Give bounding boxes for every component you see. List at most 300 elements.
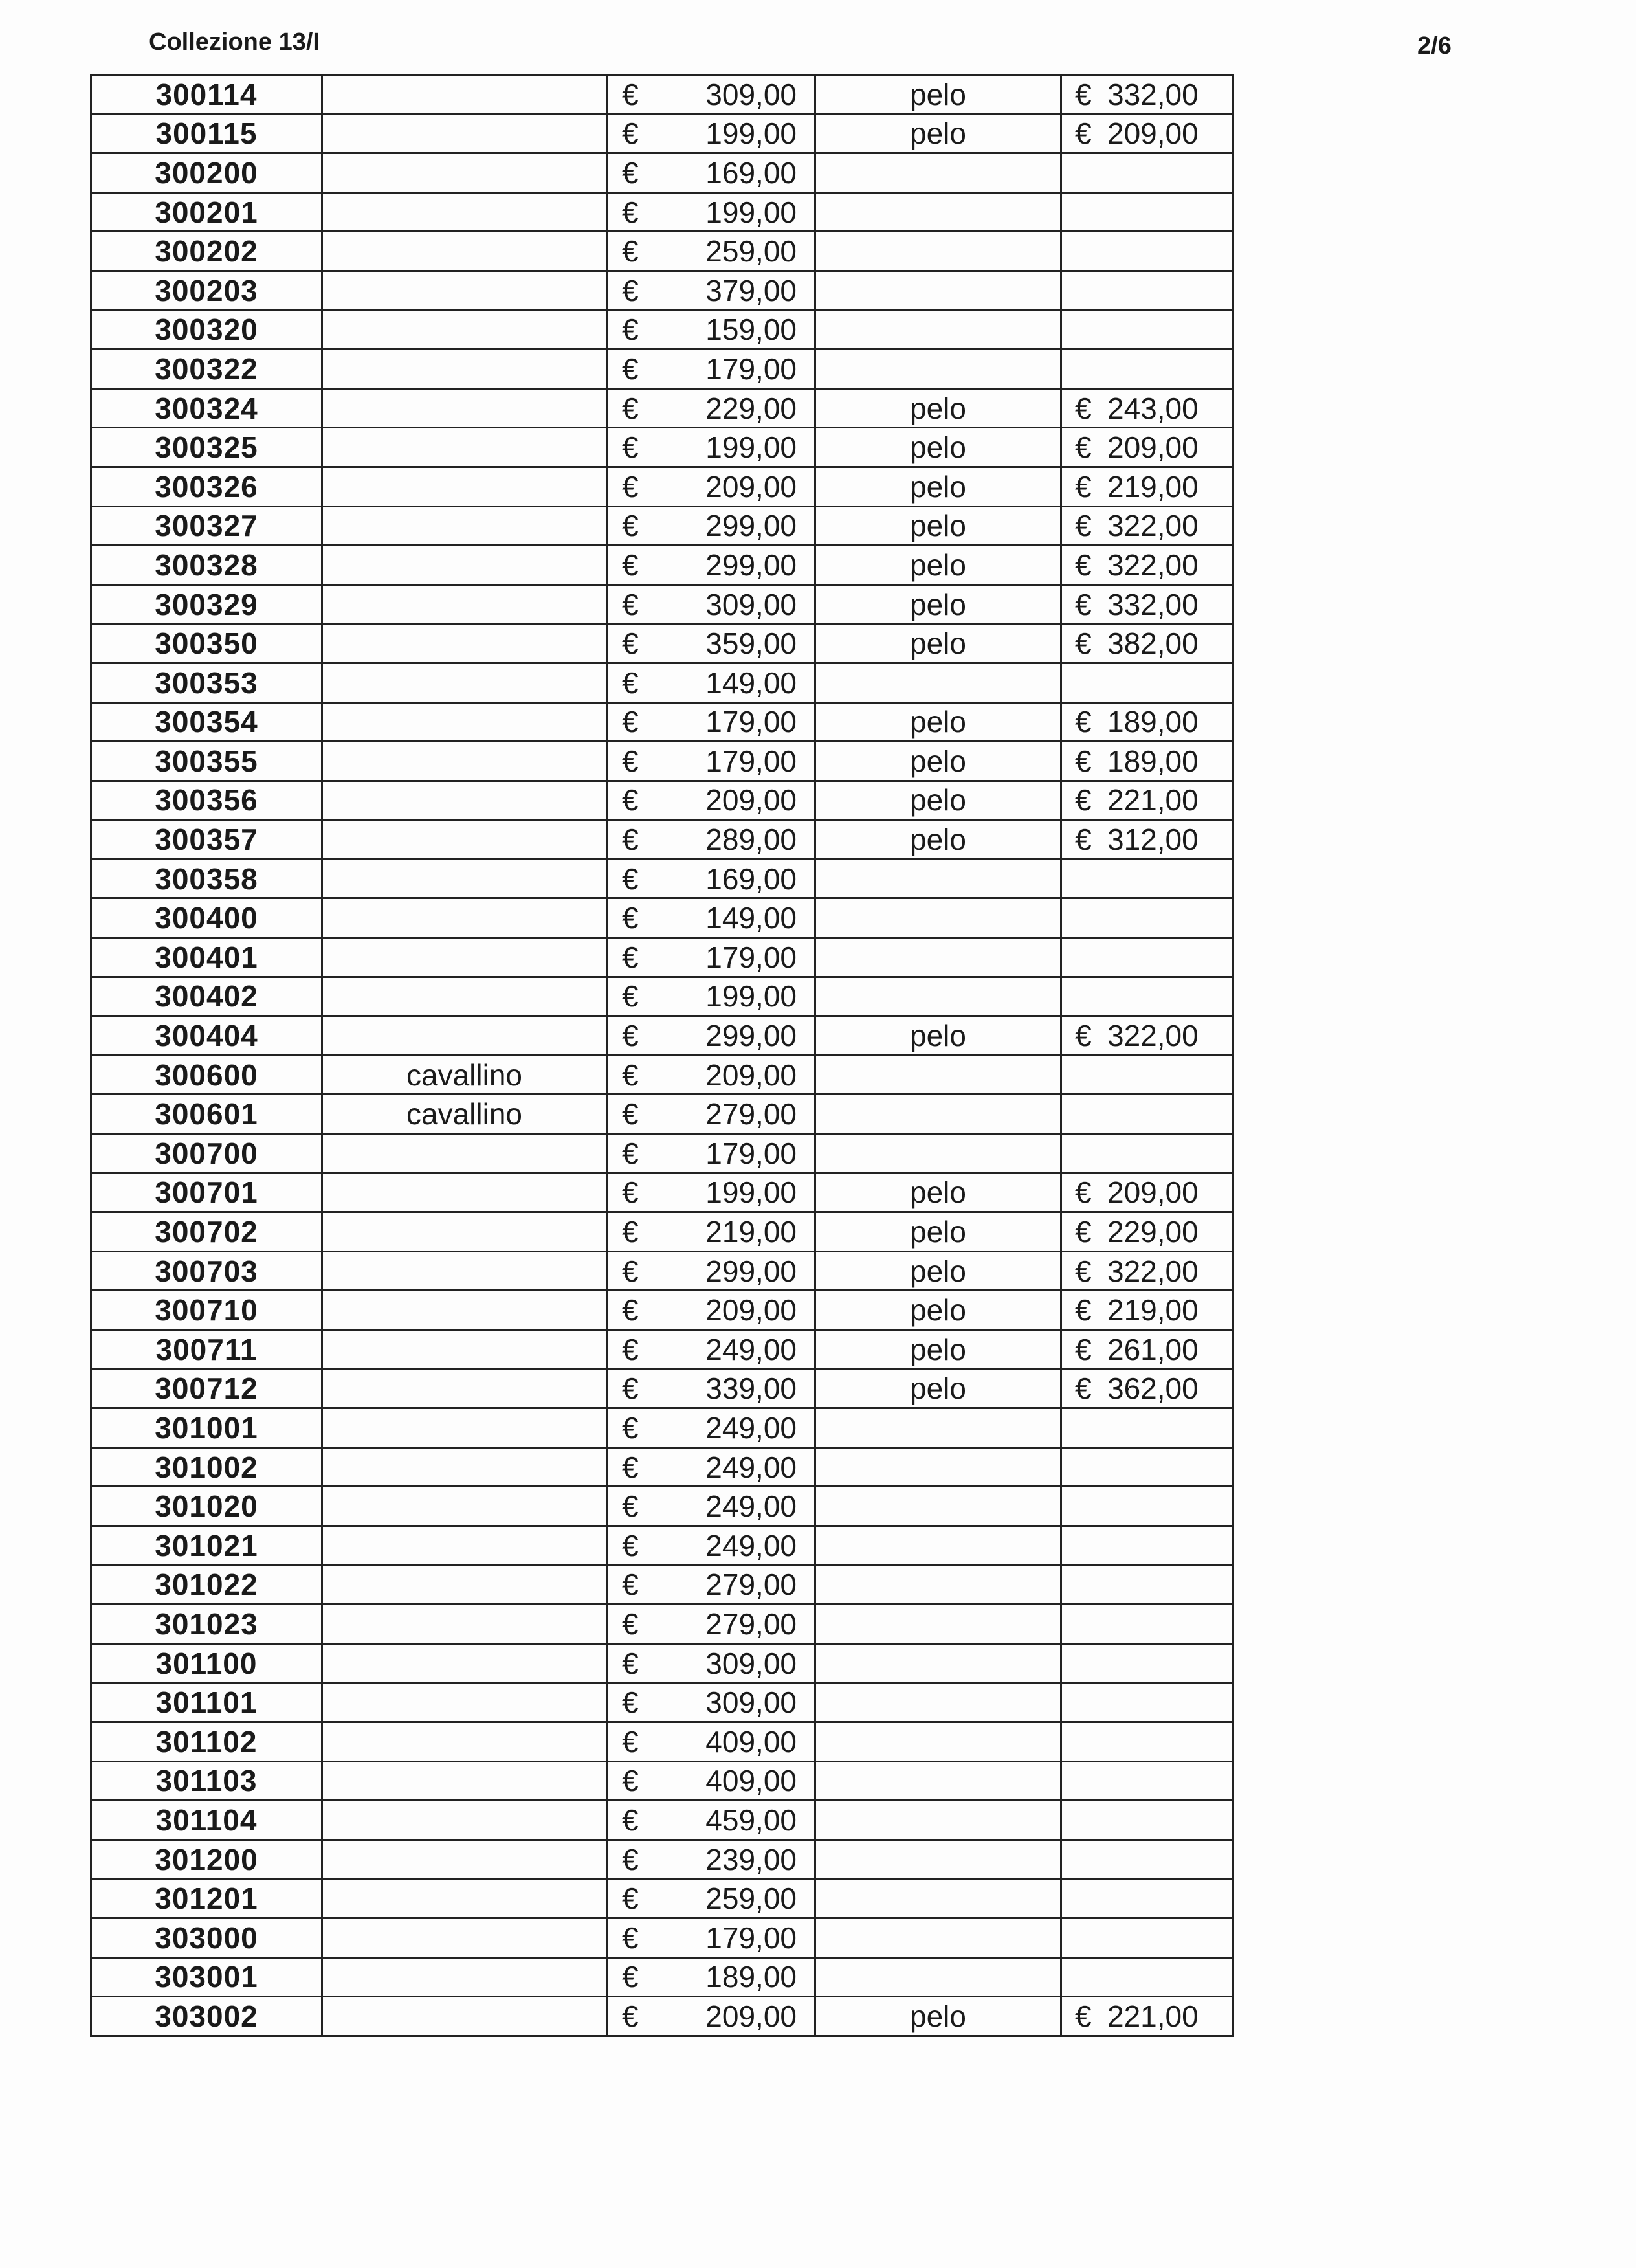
table-row [91, 1134, 1233, 1173]
article-code-cell: 300203 [91, 271, 322, 310]
material-cell [815, 663, 1061, 702]
material-cell [815, 1408, 1061, 1448]
note-cell [322, 506, 607, 546]
price-cell [607, 584, 815, 624]
note-cell [322, 1879, 607, 1918]
price-cell [607, 1447, 815, 1487]
article-code-cell: 300322 [91, 350, 322, 389]
material-cell: pelo [815, 742, 1061, 781]
currency-symbol: € [622, 1882, 639, 1916]
currency-symbol: € [1075, 1254, 1092, 1288]
note-cell [322, 742, 607, 781]
article-code-cell: 300324 [91, 388, 322, 428]
table-row [91, 1643, 1233, 1683]
article-code-cell: 300356 [91, 781, 322, 820]
currency-symbol: € [1075, 469, 1092, 504]
material-cell: pelo [815, 1291, 1061, 1330]
note-cell [322, 898, 607, 938]
material-price-cell [1061, 350, 1233, 389]
material-price-amount: 322,00 [1107, 509, 1199, 543]
price-amount: 199,00 [705, 430, 797, 465]
material-cell: pelo [815, 1330, 1061, 1370]
currency-symbol: € [1075, 783, 1092, 817]
material-price-cell [1061, 938, 1233, 977]
currency-symbol: € [622, 1568, 639, 1602]
currency-symbol: € [622, 1254, 639, 1288]
price-amount: 219,00 [705, 1215, 797, 1249]
material-cell [815, 1761, 1061, 1801]
currency-symbol: € [622, 195, 639, 229]
currency-symbol: € [622, 117, 639, 151]
table-row [91, 584, 1233, 624]
material-cell: pelo [815, 75, 1061, 115]
article-code-cell: 303001 [91, 1957, 322, 1997]
material-price-amount: 209,00 [1107, 430, 1199, 465]
material-cell [815, 192, 1061, 232]
currency-symbol: € [1075, 1293, 1092, 1328]
price-cell [607, 546, 815, 585]
note-cell [322, 1643, 607, 1683]
material-price-cell [1061, 310, 1233, 350]
material-price-cell [1061, 1447, 1233, 1487]
price-cell [607, 506, 815, 546]
price-cell [607, 663, 815, 702]
table-row [91, 1918, 1233, 1957]
table-row [91, 192, 1233, 232]
material-price-cell [1061, 859, 1233, 898]
table-row [91, 1251, 1233, 1291]
material-price-cell [1061, 1643, 1233, 1683]
article-code-cell: 301103 [91, 1761, 322, 1801]
currency-symbol: € [1075, 77, 1092, 111]
price-cell [607, 1016, 815, 1056]
document-title: Collezione 13/I [149, 28, 320, 56]
price-amount: 279,00 [705, 1606, 797, 1641]
material-price-cell [1061, 584, 1233, 624]
article-code-cell: 300202 [91, 232, 322, 271]
material-cell [815, 1722, 1061, 1761]
table-row [91, 310, 1233, 350]
note-cell [322, 350, 607, 389]
material-cell [815, 1643, 1061, 1683]
currency-symbol: € [622, 1293, 639, 1328]
price-amount: 179,00 [705, 705, 797, 739]
currency-symbol: € [622, 901, 639, 935]
price-cell [607, 1643, 815, 1683]
currency-symbol: € [622, 1528, 639, 1562]
table-row [91, 1605, 1233, 1644]
material-price-cell [1061, 1918, 1233, 1957]
material-price-cell [1061, 1526, 1233, 1565]
note-cell: cavallino [322, 1095, 607, 1134]
note-cell [322, 820, 607, 860]
material-price-amount: 219,00 [1107, 1293, 1199, 1328]
material-price-cell [1061, 1957, 1233, 1997]
price-amount: 189,00 [705, 1960, 797, 1994]
price-cell [607, 388, 815, 428]
table-row [91, 1526, 1233, 1565]
article-code-cell: 300710 [91, 1291, 322, 1330]
table-row [91, 781, 1233, 820]
currency-symbol: € [1075, 744, 1092, 778]
currency-symbol: € [622, 862, 639, 896]
price-cell [607, 428, 815, 467]
price-cell [607, 1761, 815, 1801]
material-cell: pelo [815, 467, 1061, 506]
table-row [91, 859, 1233, 898]
material-cell: pelo [815, 624, 1061, 663]
article-code-cell: 300200 [91, 153, 322, 193]
article-code-cell: 300325 [91, 428, 322, 467]
currency-symbol: € [1075, 1215, 1092, 1249]
article-code-cell: 300400 [91, 898, 322, 938]
price-cell [607, 1722, 815, 1761]
price-cell [607, 1801, 815, 1840]
currency-symbol: € [1075, 705, 1092, 739]
price-cell [607, 467, 815, 506]
price-cell [607, 702, 815, 742]
currency-symbol: € [622, 1175, 639, 1210]
currency-symbol: € [622, 1803, 639, 1837]
material-cell: pelo [815, 1173, 1061, 1212]
currency-symbol: € [622, 313, 639, 347]
currency-symbol: € [622, 1215, 639, 1249]
material-price-amount: 209,00 [1107, 1175, 1199, 1210]
material-price-amount: 261,00 [1107, 1332, 1199, 1366]
material-cell [815, 1801, 1061, 1840]
price-amount: 199,00 [705, 117, 797, 151]
table-row [91, 1055, 1233, 1095]
material-price-cell [1061, 1291, 1233, 1330]
material-price-cell [1061, 1173, 1233, 1212]
note-cell [322, 781, 607, 820]
note-cell [322, 1212, 607, 1252]
price-amount: 209,00 [705, 783, 797, 817]
table-row [91, 1879, 1233, 1918]
price-cell [607, 310, 815, 350]
price-amount: 179,00 [705, 940, 797, 974]
material-price-cell [1061, 428, 1233, 467]
table-row [91, 938, 1233, 977]
currency-symbol: € [1075, 509, 1092, 543]
price-cell [607, 977, 815, 1016]
currency-symbol: € [622, 1685, 639, 1720]
material-price-amount: 322,00 [1107, 1019, 1199, 1053]
article-code-cell: 300700 [91, 1134, 322, 1173]
article-code-cell: 303002 [91, 1997, 322, 2036]
material-cell [815, 1055, 1061, 1095]
note-cell [322, 1565, 607, 1605]
material-price-amount: 322,00 [1107, 548, 1199, 582]
price-cell [607, 1055, 815, 1095]
currency-symbol: € [622, 1842, 639, 1876]
material-cell [815, 938, 1061, 977]
table-row [91, 1408, 1233, 1448]
material-price-cell [1061, 271, 1233, 310]
material-cell [815, 1683, 1061, 1722]
price-amount: 199,00 [705, 195, 797, 229]
material-cell [815, 859, 1061, 898]
note-cell [322, 467, 607, 506]
material-price-cell [1061, 781, 1233, 820]
material-price-cell [1061, 192, 1233, 232]
table-row [91, 1291, 1233, 1330]
material-cell [815, 1447, 1061, 1487]
price-amount: 309,00 [705, 1685, 797, 1720]
currency-symbol: € [1075, 391, 1092, 425]
currency-symbol: € [622, 979, 639, 1014]
article-code-cell: 300401 [91, 938, 322, 977]
table-row [91, 1801, 1233, 1840]
material-cell [815, 310, 1061, 350]
price-amount: 169,00 [705, 155, 797, 190]
article-code-cell: 300703 [91, 1251, 322, 1291]
material-price-amount: 362,00 [1107, 1372, 1199, 1406]
material-price-cell [1061, 1605, 1233, 1644]
material-price-cell [1061, 546, 1233, 585]
currency-symbol: € [622, 430, 639, 465]
note-cell [322, 1840, 607, 1879]
price-amount: 299,00 [705, 509, 797, 543]
price-cell [607, 781, 815, 820]
price-cell [607, 1918, 815, 1957]
page-number: 2/6 [1417, 32, 1452, 60]
price-cell [607, 1369, 815, 1408]
article-code-cell: 300357 [91, 820, 322, 860]
article-code-cell: 300114 [91, 75, 322, 115]
material-price-cell [1061, 506, 1233, 546]
material-price-amount: 332,00 [1107, 77, 1199, 111]
note-cell [322, 114, 607, 153]
price-amount: 289,00 [705, 823, 797, 857]
note-cell [322, 1447, 607, 1487]
material-price-cell [1061, 1251, 1233, 1291]
material-cell: pelo [815, 702, 1061, 742]
article-code-cell: 301020 [91, 1487, 322, 1526]
note-cell [322, 232, 607, 271]
note-cell [322, 192, 607, 232]
price-cell [607, 1683, 815, 1722]
table-row [91, 742, 1233, 781]
material-cell: pelo [815, 388, 1061, 428]
note-cell [322, 859, 607, 898]
article-code-cell: 300329 [91, 584, 322, 624]
price-amount: 299,00 [705, 548, 797, 582]
article-code-cell: 300350 [91, 624, 322, 663]
price-amount: 229,00 [705, 391, 797, 425]
price-amount: 459,00 [705, 1803, 797, 1837]
material-cell: pelo [815, 428, 1061, 467]
table-row [91, 1840, 1233, 1879]
currency-symbol: € [622, 391, 639, 425]
material-cell: pelo [815, 1212, 1061, 1252]
currency-symbol: € [622, 587, 639, 621]
table-row [91, 1016, 1233, 1056]
note-cell [322, 1605, 607, 1644]
currency-symbol: € [622, 665, 639, 700]
table-row [91, 1761, 1233, 1801]
price-amount: 249,00 [705, 1450, 797, 1484]
currency-symbol: € [622, 469, 639, 504]
material-price-amount: 219,00 [1107, 469, 1199, 504]
note-cell [322, 1997, 607, 2036]
price-cell [607, 1565, 815, 1605]
table-row [91, 388, 1233, 428]
material-cell [815, 232, 1061, 271]
price-amount: 249,00 [705, 1410, 797, 1445]
material-price-cell [1061, 114, 1233, 153]
note-cell [322, 546, 607, 585]
price-cell [607, 1957, 815, 1997]
material-cell [815, 350, 1061, 389]
price-amount: 309,00 [705, 1646, 797, 1680]
article-code-cell: 300115 [91, 114, 322, 153]
article-code-cell: 301001 [91, 1408, 322, 1448]
article-code-cell: 301101 [91, 1683, 322, 1722]
article-code-cell: 300326 [91, 467, 322, 506]
material-cell: pelo [815, 506, 1061, 546]
note-cell [322, 1173, 607, 1212]
material-cell: pelo [815, 781, 1061, 820]
currency-symbol: € [622, 1646, 639, 1680]
price-cell [607, 1408, 815, 1448]
material-cell [815, 1879, 1061, 1918]
price-amount: 209,00 [705, 1999, 797, 2033]
price-cell [607, 859, 815, 898]
note-cell [322, 1408, 607, 1448]
price-amount: 159,00 [705, 313, 797, 347]
currency-symbol: € [622, 1606, 639, 1641]
note-cell [322, 1487, 607, 1526]
currency-symbol: € [622, 1372, 639, 1406]
material-price-cell [1061, 467, 1233, 506]
currency-symbol: € [1075, 1332, 1092, 1366]
table-row [91, 1997, 1233, 2036]
currency-symbol: € [622, 627, 639, 661]
price-cell [607, 898, 815, 938]
price-amount: 359,00 [705, 627, 797, 661]
material-price-amount: 189,00 [1107, 705, 1199, 739]
price-cell [607, 1840, 815, 1879]
material-price-cell [1061, 663, 1233, 702]
price-amount: 149,00 [705, 665, 797, 700]
material-cell [815, 977, 1061, 1016]
material-cell: pelo [815, 1251, 1061, 1291]
material-price-cell [1061, 232, 1233, 271]
article-code-cell: 301100 [91, 1643, 322, 1683]
note-cell [322, 75, 607, 115]
note-cell [322, 702, 607, 742]
material-price-amount: 221,00 [1107, 783, 1199, 817]
material-price-amount: 382,00 [1107, 627, 1199, 661]
price-cell [607, 1173, 815, 1212]
note-cell [322, 1683, 607, 1722]
price-cell [607, 938, 815, 977]
material-price-cell [1061, 153, 1233, 193]
material-cell [815, 153, 1061, 193]
note-cell [322, 1016, 607, 1056]
price-cell [607, 1487, 815, 1526]
article-code-cell: 300600 [91, 1055, 322, 1095]
price-amount: 179,00 [705, 351, 797, 386]
currency-symbol: € [622, 744, 639, 778]
price-cell [607, 114, 815, 153]
table-row [91, 467, 1233, 506]
material-cell [815, 1605, 1061, 1644]
material-cell [815, 1095, 1061, 1134]
material-cell [815, 1840, 1061, 1879]
material-price-cell [1061, 75, 1233, 115]
price-cell [607, 1330, 815, 1370]
material-price-cell [1061, 1134, 1233, 1173]
table-row [91, 1173, 1233, 1212]
price-amount: 179,00 [705, 1136, 797, 1170]
material-price-cell [1061, 1408, 1233, 1448]
table-row [91, 663, 1233, 702]
material-price-cell [1061, 1997, 1233, 2036]
note-cell [322, 1722, 607, 1761]
table-row [91, 898, 1233, 938]
material-price-cell [1061, 898, 1233, 938]
table-row [91, 428, 1233, 467]
note-cell [322, 977, 607, 1016]
currency-symbol: € [1075, 1372, 1092, 1406]
material-price-amount: 332,00 [1107, 587, 1199, 621]
material-price-amount: 221,00 [1107, 1999, 1199, 2033]
table-row [91, 1447, 1233, 1487]
note-cell [322, 663, 607, 702]
currency-symbol: € [622, 273, 639, 307]
note-cell [322, 1801, 607, 1840]
price-cell [607, 742, 815, 781]
currency-symbol: € [622, 705, 639, 739]
price-amount: 259,00 [705, 234, 797, 269]
material-price-cell [1061, 1016, 1233, 1056]
table-row [91, 1212, 1233, 1252]
note-cell [322, 938, 607, 977]
note-cell [322, 388, 607, 428]
currency-symbol: € [622, 77, 639, 111]
currency-symbol: € [622, 1058, 639, 1092]
article-code-cell: 300327 [91, 506, 322, 546]
note-cell [322, 1291, 607, 1330]
material-price-cell [1061, 702, 1233, 742]
material-price-cell [1061, 1055, 1233, 1095]
price-amount: 239,00 [705, 1842, 797, 1876]
price-cell [607, 1251, 815, 1291]
table-row [91, 1095, 1233, 1134]
price-cell [607, 1134, 815, 1173]
price-amount: 169,00 [705, 862, 797, 896]
price-amount: 409,00 [705, 1764, 797, 1798]
material-price-cell [1061, 1840, 1233, 1879]
price-amount: 279,00 [705, 1568, 797, 1602]
note-cell [322, 584, 607, 624]
article-code-cell: 301023 [91, 1605, 322, 1644]
currency-symbol: € [622, 548, 639, 582]
price-cell [607, 232, 815, 271]
currency-symbol: € [622, 1410, 639, 1445]
article-code-cell: 300354 [91, 702, 322, 742]
material-cell [815, 898, 1061, 938]
currency-symbol: € [1075, 117, 1092, 151]
price-amount: 209,00 [705, 469, 797, 504]
currency-symbol: € [622, 1136, 639, 1170]
price-cell [607, 820, 815, 860]
currency-symbol: € [1075, 1175, 1092, 1210]
currency-symbol: € [622, 351, 639, 386]
article-code-cell: 303000 [91, 1918, 322, 1957]
